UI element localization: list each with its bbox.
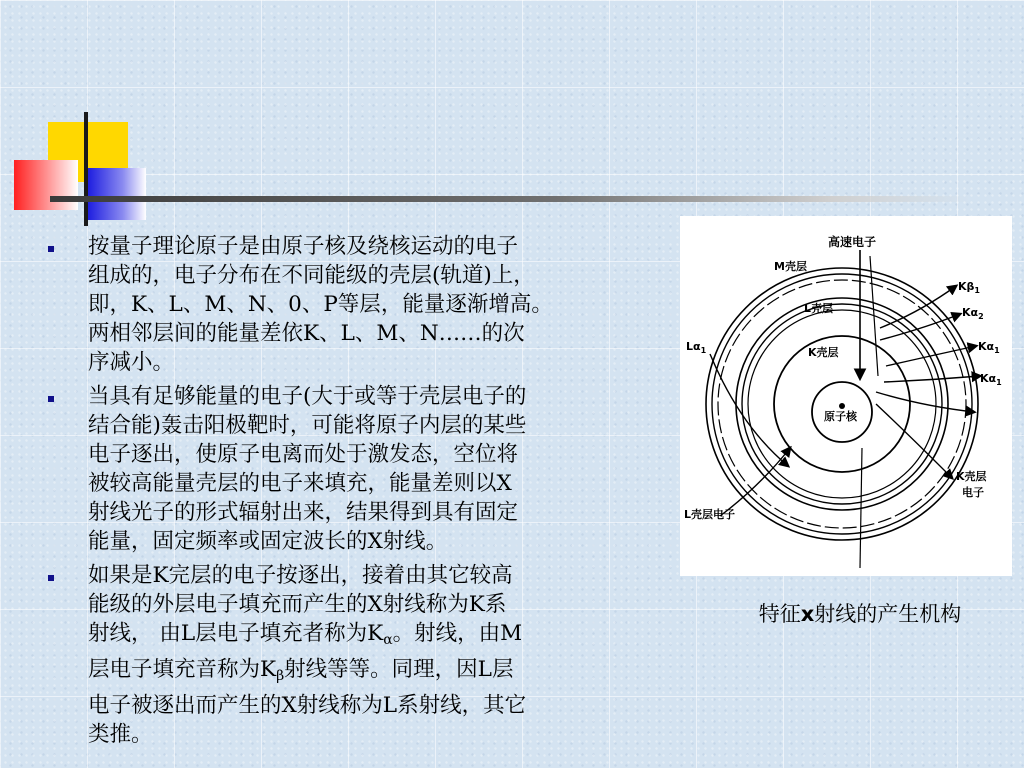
- label-l-alpha1: [686, 340, 707, 355]
- body-text: [44, 232, 684, 749]
- label-l-alpha1-sub: 1: [700, 346, 707, 355]
- text-run: 射线等等。同理，因L层: [284, 657, 514, 682]
- bullet-line: 能量，固定频率或固定波长的X射线。: [88, 529, 448, 554]
- bullet-line: [88, 655, 684, 691]
- label-k-alpha2-sub: 2: [978, 312, 984, 321]
- label-l-shell: L壳层: [804, 302, 834, 315]
- figure-caption: [690, 598, 1024, 628]
- label-k-alpha1-b-main: Kα: [980, 372, 997, 385]
- incoming-electron-path-2: [870, 256, 878, 376]
- bullet-line: 如果是K完层的电子按逐出，接着由其它较高: [88, 563, 513, 588]
- label-k-shell: K壳层: [808, 346, 839, 359]
- label-m-shell: M壳层: [774, 260, 807, 273]
- bullet-line: 被较高能量壳层的电子来填充，能量差则以X: [88, 471, 512, 496]
- label-k-beta1-sub: 1: [974, 286, 980, 295]
- bullet-line: 能级的外层电子填充而产生的X射线称为K系: [88, 592, 507, 617]
- logo-vertical-rule: [84, 112, 88, 226]
- atomic-shell-diagram: [680, 216, 1012, 576]
- label-high-speed-electron: 高速电子: [828, 235, 877, 249]
- bullet-item-2: [44, 382, 684, 556]
- bullet-line: 两相邻层间的能量差依K、L、M、N……的次: [88, 321, 525, 346]
- caption-bold-x: x: [800, 602, 815, 626]
- label-k-beta1: [958, 280, 980, 295]
- logo-red-square: [14, 160, 78, 210]
- label-l-alpha1-main: Lα: [686, 340, 701, 353]
- bullet-line: 类推。: [88, 722, 153, 747]
- bullet-line: 组成的，电子分布在不同能级的壳层(轨道)上，: [88, 263, 535, 288]
- bullet-marker: [48, 246, 54, 252]
- text-run: 射线， 由L层电子填充者称为K: [88, 621, 384, 646]
- bullet-marker: [48, 575, 54, 581]
- bullet-line: 射线光子的形式辐射出来，结果得到具有固定: [88, 500, 519, 525]
- bullet-line: [88, 619, 684, 655]
- label-k-shell-electron-1: K壳层: [956, 470, 987, 483]
- label-nucleus: 原子核: [824, 410, 857, 423]
- caption-text: 射线的产生机构: [814, 602, 962, 626]
- bullet-line: 结合能)轰击阳极靶时，可能将原子内层的某些: [88, 413, 527, 438]
- bullet-marker: [48, 396, 54, 402]
- label-l-shell-electron: L壳层电子: [684, 508, 736, 521]
- text-run: 层电子填充音称为K: [88, 657, 277, 682]
- bullet-item-3: [44, 561, 684, 749]
- bullet-line: 序减小。: [88, 350, 175, 375]
- title-divider-line: [50, 196, 970, 202]
- bullet-line: 即，K、L、M、N、0、P等层，能量逐渐增高。: [88, 292, 553, 317]
- bullet-line: 当具有足够能量的电子(大于或等于壳层电子的: [88, 384, 527, 409]
- diagram-svg: [680, 216, 1012, 576]
- bullet-line: 按量子理论原子是由原子核及绕核运动的电子: [88, 234, 519, 259]
- label-k-alpha1-sub: 1: [994, 346, 1000, 355]
- logo-blue-square: [88, 168, 146, 220]
- bullet-line: 电子被逐出而产生的X射线称为L系射线，其它: [88, 693, 527, 718]
- label-k-shell-electron-2: 电子: [962, 486, 984, 499]
- bullet-line: 电子逐出，使原子电离而处于激发态，空位将: [88, 442, 519, 467]
- caption-text: 特征: [758, 602, 801, 626]
- bullet-item-1: [44, 232, 684, 377]
- label-k-beta1-main: Kβ: [958, 280, 975, 293]
- nucleus-dot: [839, 403, 845, 409]
- text-run: 。射线，由M: [392, 621, 523, 646]
- label-k-alpha1: [978, 340, 1000, 355]
- label-k-alpha1-main: Kα: [978, 340, 995, 353]
- label-k-alpha1-b: [980, 372, 1002, 387]
- subscript-beta: β: [276, 668, 285, 684]
- label-k-alpha2-main: Kα: [962, 306, 979, 319]
- label-k-alpha2: [962, 306, 984, 321]
- label-k-alpha1-b-sub: 1: [996, 378, 1002, 387]
- subscript-alpha: α: [383, 632, 393, 648]
